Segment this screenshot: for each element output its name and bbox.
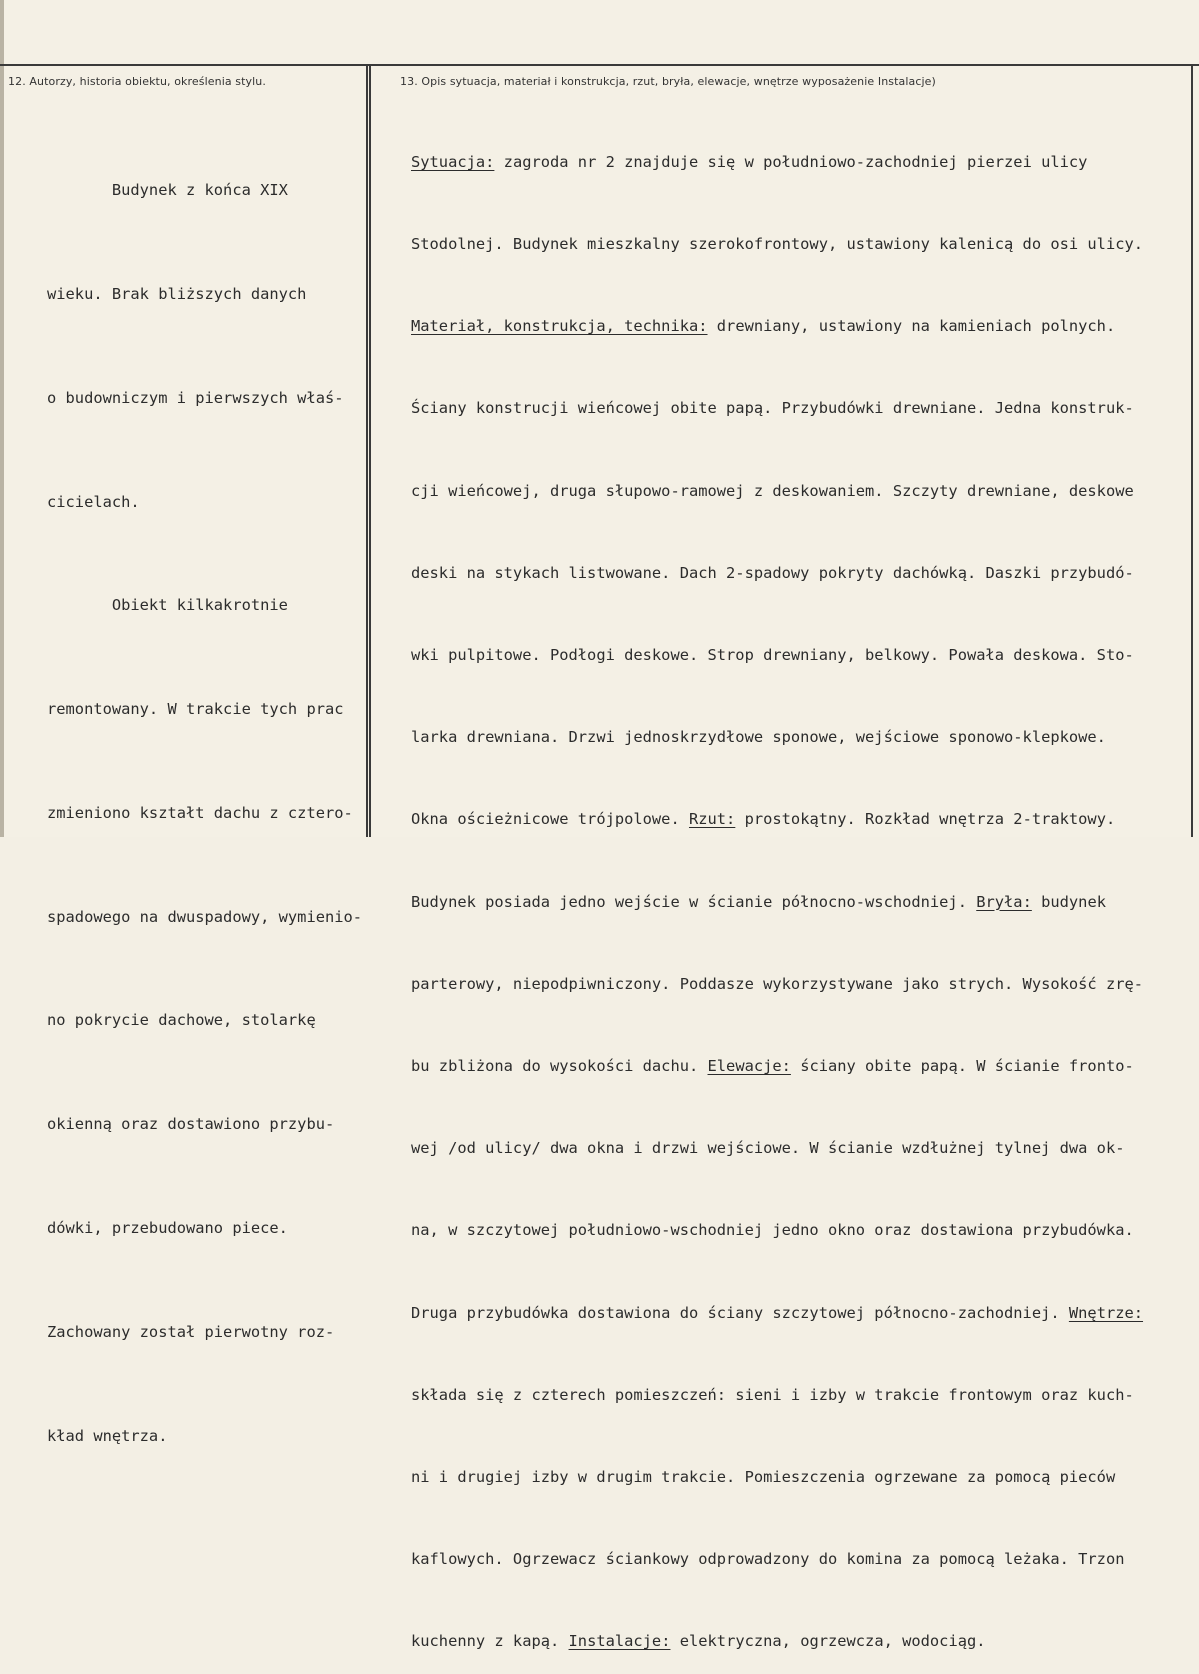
description-line-text: prostokątny. Rozkład wnętrza 2-traktowy. <box>735 810 1116 829</box>
field-label-sytuacja: Sytuacja: <box>411 152 495 171</box>
description-line-text: deski na stykach listwowane. Dach 2-spadowy pokryty dachówką. Daszki przybudó- <box>411 563 1134 582</box>
description-text <box>411 94 1193 1674</box>
field-label-rzut: Rzut: <box>688 810 736 829</box>
description-line-text: budynek <box>1031 892 1106 911</box>
description-line-text: składa się z czterech pomieszczeń: sieni i izby w trakcie frontowym oraz kuch- <box>411 1385 1134 1404</box>
description-line <box>411 724 1193 751</box>
paper-edge <box>0 0 4 837</box>
description-line-text: Budynek posiada jedno wejście w ścianie północno-wschodniej. <box>411 892 977 911</box>
description-line <box>411 1300 1193 1327</box>
description-line-text: larka drewniana. Drzwi jednoskrzydłowe sponowe, wejściowe sponowo-klepkowe. <box>411 728 1106 747</box>
field-label-wnetrze: Wnętrze: <box>1068 1303 1144 1322</box>
description-line-text: kaflowych. Ogrzewacz ściankowy odprowadzony do komina za pomocą leżaka. Trzon <box>411 1550 1125 1569</box>
field-label-bryla: Bryła: <box>976 892 1032 911</box>
description-line <box>411 149 1193 176</box>
section-12-heading: 12. Autorzy, historia obiektu, określenia stylu. <box>8 75 266 88</box>
description-line-text: parterowy, niepodpiwniczony. Poddasze wykorzystywane jako strych. Wysokość zrę- <box>411 974 1144 993</box>
field-label-elewacje: Elewacje: <box>707 1057 791 1076</box>
description-line <box>411 1135 1193 1162</box>
description-line <box>411 1382 1193 1409</box>
history-line: kład wnętrza. <box>47 1426 168 1445</box>
description-line <box>411 231 1193 258</box>
description-line-text: elektryczna, ogrzewcza, wodociąg. <box>670 1632 986 1651</box>
description-line-text: cji wieńcowej, druga słupowo-ramowej z deskowaniem. Szczyty drewniane, deskowe <box>411 481 1134 500</box>
description-line-text: ni i drugiej izby w drugim trakcie. Pomieszczenia ogrzewane za pomocą pieców <box>411 1468 1116 1487</box>
description-line <box>411 642 1193 669</box>
description-line-text: wej /od ulicy/ dwa okna i drzwi wejściowe. W ścianie wzdłużnej tylnej dwa ok- <box>411 1139 1125 1158</box>
description-line <box>411 478 1193 505</box>
description-line-text: na, w szczytowej południowo-wschodniej jedno okno oraz dostawiona przybudówka. <box>411 1221 1134 1240</box>
description-line-text: zagroda nr 2 znajduje się w południowo-zachodniej pierzei ulicy <box>494 152 1088 171</box>
description-line <box>411 1628 1193 1655</box>
history-line: zmieniono kształt dachu z cztero- <box>47 803 353 822</box>
history-line: Budynek z końca XIX <box>47 181 288 200</box>
field-label-material: Materiał, konstrukcja, technika: <box>411 317 708 336</box>
history-line: dówki, przebudowano piece. <box>47 1219 288 1237</box>
description-line <box>411 1546 1193 1573</box>
description-line-text: Ściany konstrucji wieńcowej obite papą. Przybudówki drewniane. Jedna konstruk- <box>411 399 1134 418</box>
description-line-text: ściany obite papą. W ścianie fronto- <box>790 1057 1134 1076</box>
history-line: Zachowany został pierwotny roz- <box>47 1322 335 1341</box>
top-rule <box>0 64 1199 66</box>
history-line: cicielach. <box>47 492 140 511</box>
description-line <box>411 971 1193 998</box>
history-line: no pokrycie dachowe, stolarkę <box>47 1011 316 1030</box>
field-label-instalacje: Instalacje: <box>568 1632 671 1651</box>
description-line-text: bu zbliżona do wysokości dachu. <box>411 1057 708 1076</box>
description-line-text: drewniany, ustawiony na kamieniach polnych. <box>707 317 1116 336</box>
section-13-heading: 13. Opis sytuacja, materiał i konstrukcja, rzut, bryła, elewacje, wnętrze wyposażenie Instalacje) <box>400 75 936 88</box>
description-line <box>411 889 1193 916</box>
history-text <box>47 104 365 1522</box>
history-line: remontowany. W trakcie tych prac <box>47 700 344 719</box>
description-line-text: Druga przybudówka dostawiona do ściany szczytowej północno-zachodniej. <box>411 1303 1069 1322</box>
history-line: wieku. Brak bliższych danych <box>47 284 307 303</box>
description-line <box>411 395 1193 422</box>
history-line: okienną oraz dostawiono przybu- <box>47 1115 335 1134</box>
history-line: Obiekt kilkakrotnie <box>47 596 288 615</box>
description-line <box>411 560 1193 587</box>
description-line <box>411 313 1193 340</box>
history-line: o budowniczym i pierwszych właś- <box>47 388 344 407</box>
history-line: spadowego na dwuspadowy, wymienio- <box>47 907 363 926</box>
description-line <box>411 1053 1193 1080</box>
description-line-text: wki pulpitowe. Podłogi deskowe. Strop drewniany, belkowy. Powała deskowa. Sto- <box>411 646 1134 665</box>
description-line <box>411 806 1193 833</box>
description-line-text: Stodolnej. Budynek mieszkalny szerokofrontowy, ustawiony kalenicą do osi ulicy. <box>411 235 1144 254</box>
description-line <box>411 1217 1193 1244</box>
description-line-text: Okna ościeżnicowe trójpolowe. <box>411 810 689 829</box>
description-line-text: kuchenny z kapą. <box>411 1632 569 1651</box>
description-line <box>411 1464 1193 1491</box>
column-divider <box>366 66 371 837</box>
